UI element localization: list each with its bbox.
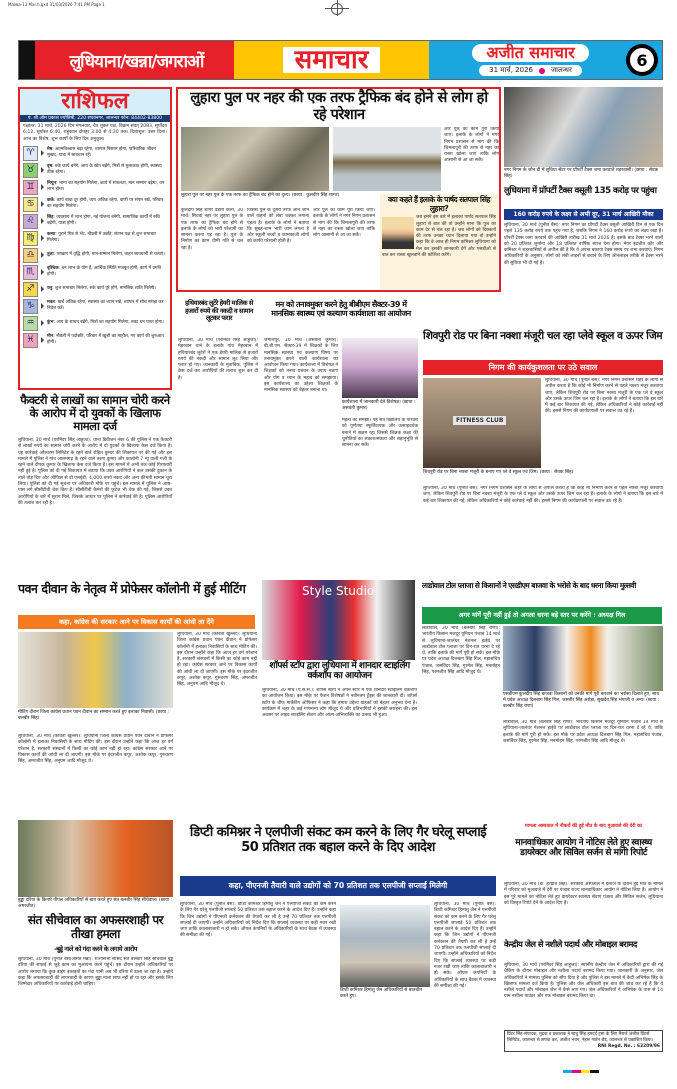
rashifal-intro: पक्षांतर: 31 मार्च, 2026 दिन मंगलवार, चैत्र शुक्ल पक्ष, विक्रम संवत् 2083, सूर्योदय 6:12, सूर्यास्त 6:40, राहुकाल दोपहर 3:00 से 4:30 तक। दिशाशूल: उत्तर दिशा। आज का विशेष: शुभ कार्यों के लिए दिन अनुकूल। — [23, 124, 167, 142]
photo-credit: (छाया : सेवक सिंह) — [504, 168, 659, 179]
brand-block — [429, 41, 662, 79]
sign-name: सिंह — [47, 215, 54, 221]
style-studio-sign: Style Studio — [302, 584, 375, 598]
councillor-photo — [382, 217, 414, 249]
shivpuri-subhead: निगम की कार्यकुशलता पर उठे सवाल — [423, 360, 663, 375]
zodiac-icon: ♈ — [23, 146, 38, 161]
masthead — [18, 40, 663, 80]
sign-text: धनु: शुभ समाचार मिलेगा, रुके कार्य पूरे होंगे, मानसिक शांति मिलेगी। — [47, 286, 156, 292]
toll-caption: एसडीएम कुलदीप सिंह बाजवा किसानों को उनकी मांगें पूरी करवाने का भरोसा दिलाते हुए, साथ में प्रदेश अध्यक्ष दिलबाग सिंह गिल, जसवीर सिंह अरोड़ा, सुखदेव सिंह भंगाली व अन्य। (छाया : बलबीर सिंह राणा) — [503, 692, 660, 709]
arrow-icon — [41, 235, 44, 241]
shivpuri-caption: शिवपुरी रोड पर बिना नक्शा मंजूरी के बनाए गए प्ले वे स्कूल एवं जिम। (छाया : सेवक सिंह) — [423, 470, 574, 475]
toll-body: लाडोवाल, 30 मार्च (बलबीर सिंह राणा): भारतीय किसान मजदूर यूनियन पंजाब 14 मार्च से लुधियाना-जालंधर नेशनल हाईवे पर लाडोवाल टोल प्लाजा पर दिन-रात धरना दे रहे थे, ताकि इलाके की मांगें पूरी हो सकें। इस मौके पर प्रदेश अध्यक्ष दिलबाग सिंह गिल, महासचिव पंजाब, जसविंदर सिंह, गुरमेल सिंह, मनमोहन सिंह, परमजीत सिंह आदि मौजूद थे। — [422, 626, 500, 676]
horoscope-sign-2 — [20, 179, 170, 196]
wellness-photo — [342, 338, 418, 398]
property-tax-photo — [504, 87, 663, 167]
sign-prediction: भाग्य का सहयोग मिलेगा, कार्य में सफलता, मान सम्मान बढ़ेगा, धन लाभ होगा। — [47, 181, 165, 193]
zodiac-icon: ♋ — [23, 197, 38, 212]
section-title: लुधियाना/खन्ना/जगराओं — [19, 41, 234, 79]
arrow-icon — [41, 167, 44, 173]
pawan-caption: मीटिंग दौरान जिला कांग्रेस प्रधान पवन दीवान का सम्मान करते हुए इलाका निवासी। (छाया : बलबीर सिंह) — [18, 710, 169, 721]
sign-prediction: आत्मविश्वास बढ़ा रहेगा, व्यापार विस्तार होगा, पारिवारिक जीवन सुखद, यात्रा में सावधान रहें। — [47, 147, 156, 159]
pawan-subhead: कहा, कांग्रेस की सरकार आने पर विकास कार्यों की आंधी ला देंगे — [18, 615, 255, 629]
horoscope-sign-4 — [20, 213, 170, 230]
shoppers-stop-photo — [262, 580, 415, 660]
horoscope-sign-10 — [20, 315, 170, 332]
zodiac-icon: ♑ — [23, 299, 38, 314]
toll-subhead: अगर मांगें पूरी नहीं हुई तो अगला धरना बड़े स्तर पर करेंगे : अध्यक्ष गिल — [422, 607, 662, 624]
councillor-box — [380, 194, 498, 289]
councillor-body: जब हमने इस बारे में इलाका पार्षद सतपाल सिंह लुहारा से बात की तो उन्होंने माना कि पुल का काम देर से चल रहा है। जब लोगों को दिक्कतों की तरफ उनका ध्यान दिलाया गया तो उन्होंने कहा कि वे आज ही निगम कमिश्नर लुधियाना को मेल कर इसकी जानकारी देंगे और एसडीओ से बात कर रास्ता खुलवाने की कोशिश करेंगे। — [382, 215, 496, 259]
sign-name: कुंभ — [47, 320, 54, 326]
registration-mark — [331, 3, 343, 15]
section-samachar: समाचार — [283, 47, 381, 73]
horoscope-sign-6 — [20, 247, 170, 264]
lpg-body-cont: लुधियाना, 30 मार्च (पुनीत बैंस): डिप्टी कमिश्नर हिमांशु जैन ने एलपीजी संकट को कम करने के लिए गैर घरेलू एलपीजी सप्लाई 50 प्रतिशत तक बहाल करने के आदेश दिए हैं। उन्होंने कहा कि जिन उद्योगों ने पीएनजी कनेक्शन की तैयारी कर ली है उन्हें 70 प्रतिशत तक एलपीजी सप्लाई दी जाएगी। उन्होंने अधिकारियों को निर्देश दिए कि सप्लाई व्यवस्था पर कड़ी नजर रखी जाए ताकि कालाबाजारी न हो सके। ऑयल कंपनियों के अधिकारियों के साथ बैठक में व्यवस्था की समीक्षा की गई। — [434, 902, 496, 989]
zodiac-icon: ♉ — [23, 163, 38, 178]
sign-prediction: खर्च अधिक रहेगा, स्वास्थ्य का ध्यान रखें, व्यापार में सोच समझ कर निवेश करें। — [47, 300, 164, 312]
seechewal-subhead: -बुड्ढे नाले को गंदा करने के लगाये आरोप — [54, 945, 137, 953]
sign-text: कर्क: कार्य बाधा दूर होगी, व्यय अधिक रहेगा, वाणी पर संयम रखें, परिवार का सहयोग मिलेगा। — [47, 198, 164, 210]
shivpuri-body: लुधियाना, 30 मार्च (पुनीत बैंस): नगर निगम प्रशासन शहर के लोगों से अपील करता है कि कोई भी निर्माण करने से पहले नक्शा मंजूर करवाया जाए, लेकिन शिवपुरी रोड पर बिना नक्शा मंजूरी के एक प्ले वे स्कूल और उसके ऊपर जिम चल रहा है। इलाके के लोगों ने बताया कि इस बारे में कई बार शिकायत की गई, लेकिन अधिकारियों ने कोई कार्रवाई नहीं की। इससे निगम की कार्यप्रणाली पर सवाल उठ रहे हैं। — [545, 378, 663, 415]
arrow-icon — [41, 184, 44, 190]
jail-headline: केन्द्रीय जेल से नशीले पदार्थ और मोबाइल बरामद — [504, 939, 637, 949]
pawan-headline: पवन दीवान के नेतृत्व में प्रोफेसर कॉलोनी में हुई मीटिंग — [18, 581, 246, 596]
sign-list — [20, 145, 170, 349]
property-headline: लुधियाना में प्रॉपर्टी टैक्स वसूली 135 करोड़ पर पहुंचा — [504, 186, 657, 196]
horoscope-sign-7 — [20, 264, 170, 281]
wellness-photo-caption: कार्यशाला में जानकारी देते विशेषज्ञ। (छाया : असवंती कुमार) — [342, 400, 416, 411]
pawan-body: लुधियाना, 30 मार्च (कविता खुल्लर): लुधियाना जिला कांग्रेस प्रधान पवन दीवान ने प्रोफेसर कॉलोनी में इलाका निवासियों के साथ मीटिंग की। इस दौरान उन्होंने कहा कि आज हर वर्ग परेशान है, सरकारी संस्थानों में किसी का कोई काम नहीं हो रहा। कांग्रेस सरकार आने पर विकास कार्यों की आंधी ला दी जाएगी। इस मौके पर इंदरजीत कपूर, अशोक कपूर, गुरुचरण सिंह, अमरजीत सिंह, अनुपम आदि मौजूद थे। — [177, 632, 257, 688]
sign-prediction: कार्य बाधा दूर होगी, व्यय अधिक रहेगा, वाणी पर संयम रखें, परिवार का सहयोग मिलेगा। — [47, 198, 164, 210]
toll-photo — [503, 626, 663, 691]
toll-headline: लाडोवाल टोल प्लाजा से किसानों ने एसडीएम बाजवा के भरोसे के बाद धरना किया मुल्तवी — [422, 581, 636, 590]
dot-icon — [539, 68, 545, 74]
astrologer-info: पं. श्री ओम प्रकाश ज्योतिषी, 220 राघवनगर, जालन्धर फोन: 84402-83800 — [20, 115, 170, 122]
zodiac-icon: ♐ — [23, 282, 38, 297]
sign-text: वृष: रुके कार्य बनेंगे, आय के स्रोत बढ़ेंगे, मित्रों से मुलाकात होगी, स्वास्थ्य ठीक रहेगा। — [47, 164, 162, 176]
rashifal-box — [18, 87, 172, 390]
luhara-headline: लुहारा पुल पर नहर की एक तरफ ट्रैफिक बंद होने से लोग हो रहे परेशान — [190, 90, 488, 123]
seechewal-body: लुधियाना, 30 मार्च (पुनीत बैंस/अमित मन्नो): राज्यसभा सांसद संत बलबीर सिंह सीचेवाल बुड्ढे दरिया की सफाई से जुड़े काम का मुआयना करने पहुंचे। इस दौरान उन्होंने अधिकारियों पर आरोप लगाया कि कुछ डाइंग इकाइयों का गंदा पानी अब भी दरिया में डाला जा रहा है। उन्होंने कहा कि अफसरशाही की लापरवाही के कारण बुड्ढा नाला साफ नहीं हो पा रहा और इसके लिए जिम्मेदार अधिकारियों पर कार्रवाई होनी चाहिए। — [18, 957, 173, 988]
horoscope-sign-1 — [20, 162, 170, 179]
wellness-body: जमालपुर, 30 मार्च (असवंती कुमार): बी.बी.एम. सैक्टर-39 में शिक्षकों के लिए मानसिक स्वास्थ्य एवं कल्याण विषय पर तनावमुक्त करने वाली कार्यशाला का आयोजन किया गया। कार्यशाला में विशेषज्ञ ने शिक्षकों को तनाव प्रबंधन के उपाय बताए और योग व ध्यान के महत्व को समझाया। इस कार्यशाला का उद्देश्य शिक्षकों के मानसिक स्वास्थ्य को बेहतर बनाना था। — [264, 338, 338, 394]
horoscope-sign-8 — [20, 281, 170, 298]
luhara-body-3: और पुल का काम पूरा किया जाए। इलाके के लोगों ने नगर निगम प्रशासन से मांग की कि शिमलापुरी की तरफ से नहर का रास्ता खोला जाए ताकि लोग आसानी से आ जा सकें। — [444, 127, 499, 164]
section-banner — [234, 41, 429, 79]
luhara-body-1: कुलदीप सिंह शागर ढंडारी कलां, 30 मार्च। सिधवां नहर पर लुहारा पुल के एक तरफ का ट्रैफिक बंद होने से इलाके के लोगों को भारी परेशानी का सामना करना पड़ रहा है। पुल के निर्माण का काम धीमी गति से चल रहा है। — [181, 208, 243, 251]
sign-prediction: नौकरी में पदोन्नति, परिवार में खुशी का माहौल, नए कार्य की शुरुआत होगी। — [47, 334, 164, 346]
wellness-body-2: महत्व को समझा। यह सत्र विद्यालय के परिवेश को पूर्णतया स्फूर्तिदायक और उत्साहवर्धक बनाने में सक्षम रहा जिससे शिक्षक कक्षा की चुनौतियों का सकारात्मकता और सहानुभूति से सामना कर सकें। — [342, 418, 418, 449]
pawan-photo — [18, 632, 173, 708]
sign-text: मकर: खर्च अधिक रहेगा, स्वास्थ्य का ध्यान रखें, व्यापार में सोच समझ कर निवेश करें। — [47, 300, 164, 312]
shivpuri-body-cont: लुधियाना, 30 मार्च (पुनीत बैंस): नगर निगम प्रशासन शहर के लोगों से अपील करता है कि कोई भी निर्माण करने से पहले नक्शा मंजूर करवाया जाए, लेकिन शिवपुरी रोड पर बिना नक्शा मंजूरी के एक प्ले वे स्कूल और उसके ऊपर जिम चल रहा है। इलाके के लोगों ने बताया कि इस बारे में कई बार शिकायत की गई, लेकिन अधिकारियों ने कोई कार्रवाई नहीं की। इससे निगम की कार्यप्रणाली पर सवाल उठ रहे हैं। — [423, 486, 663, 504]
factory-headline: फैक्टरी से लाखों का सामान चोरी करने के आरोप में दो युवकों के खिलाफ मामला दर्ज — [20, 393, 170, 434]
sign-prediction: पुराने मित्र से भेंट, नौकरी में उन्नति, संतान पक्ष से शुभ समाचार मिलेगा। — [47, 232, 156, 244]
fitness-club-sign: FITNESS CLUB — [453, 416, 506, 425]
robbery-headline: हथियारबंद लुटेरे हेयरी मालिक से हजारों रुपये की नकदी व सामान लूटकर फरार — [185, 299, 253, 323]
sign-name: कर्क — [47, 198, 54, 204]
sign-prediction: रुके कार्य बनेंगे, आय के स्रोत बढ़ेंगे, मित्रों से मुलाकात होगी, स्वास्थ्य ठीक रहेगा। — [47, 164, 162, 176]
councillor-headline: क्या कहते हैं इलाके के पार्षद सतपाल सिंह लुहारा? — [388, 195, 490, 213]
imprint-text: प्रिंटर सिंह-संपादक, मुद्रक व प्रकाशक ने साधु सिंह हमदर्द ट्रस्ट के लिए मैसर्ज अजीत प्रिंटर्स लिमिटेड, जालन्धर से छपवा कर, अजीत भवन, नेहरू गार्डन रोड, जालन्धर से प्रकाशित किया। — [507, 1032, 654, 1043]
sign-text: वृश्चिक: धन लाभ के योग हैं, आर्थिक स्थिति मजबूत होगी, कार्य में प्रगति होगी। — [47, 266, 162, 278]
issue-city: जालन्धर — [550, 66, 572, 74]
rights-kicker: मामला अस्पताल में नौकरों की हुई मौत के बाद मुआवजे की देरी का — [524, 824, 643, 829]
arrow-icon — [41, 286, 44, 292]
sign-text: तुला: पराक्रम में वृद्धि होगी, मान-सम्मान मिलेगा, वाहन सावधानी से चलाएं। — [47, 252, 165, 258]
luhara-photo-2 — [333, 127, 441, 191]
sign-name: वृश्चिक — [47, 266, 59, 272]
lpg-photo — [340, 905, 430, 987]
sign-text: कन्या: पुराने मित्र से भेंट, नौकरी में उन्नति, संतान पक्ष से शुभ समाचार मिलेगा। — [47, 232, 156, 244]
lpg-subhead: कहा, पीएनजी तैयारी वाले उद्योगों को 70 प्रतिशत तक एलपीजी सप्लाई मिलेगी — [180, 876, 496, 896]
sign-text: मिथुन: भाग्य का सहयोग मिलेगा, कार्य में सफलता, मान सम्मान बढ़ेगा, धन लाभ होगा। — [47, 181, 165, 193]
arrow-icon — [41, 269, 44, 275]
sign-text: कुंभ: आय के साधन बढ़ेंगे, मित्रों का सहयोग मिलेगा, रुका धन प्राप्त होगा। — [47, 320, 164, 326]
lpg-photo-caption: डिप्टी कमिश्नर हिमांशु जैन अधिकारियों से बातचीत करते हुए। — [340, 988, 423, 999]
zodiac-icon: ♊ — [23, 180, 38, 195]
sign-name: मीन — [47, 334, 54, 340]
zodiac-icon: ♒ — [23, 316, 38, 331]
rights-body: लुधियाना, 30 मार्च (डॉ. हरप्रीत सिंह): सरकारी अस्पताल में इलाज के दौरान हुई मौत के मामले में परिवार को मुआवजे में देरी पर पंजाब राज्य मानवाधिकार आयोग ने नोटिस लिया है। आयोग ने इस पूरे मामले का नोटिस लेते हुए डायरेक्टर स्वास्थ्य सेवाएं पंजाब और सिविल सर्जन, लुधियाना को विस्तृत रिपोर्ट देने के आदेश दिए हैं। — [504, 882, 663, 906]
imprint-box — [504, 1030, 663, 1052]
print-slug: Malwa-13 Mar.h.qxd 31/03/2026 7:41 PM Page 1 — [8, 2, 105, 7]
rights-headline: मानवाधिकार आयोग ने नोटिस लेते हुए स्वास्थ्य डायरेक्टर और सिविल सर्जन से मांगी रिपोर्ट — [515, 838, 652, 859]
luhara-photo-caption: लुहारा पुल पर नहर पुल के एक तरफ का ट्रैफिक बंद होने का दृश्य। (छाया : कुलदीप सिंह शागर) — [181, 193, 340, 198]
sign-text: मीन: नौकरी में पदोन्नति, परिवार में खुशी का माहौल, नए कार्य की शुरुआत होगी। — [47, 334, 164, 346]
sign-name: कन्या — [47, 232, 56, 238]
arrow-icon — [41, 201, 44, 207]
arrow-icon — [41, 303, 44, 309]
shivpuri-photo — [423, 378, 541, 468]
arrow-icon — [41, 150, 44, 156]
sign-text: मेष: आत्मविश्वास बढ़ा रहेगा, व्यापार विस्तार होगा, पारिवारिक जीवन सुखद, यात्रा में सावधान रहें। — [47, 147, 156, 159]
sign-name: तुला — [47, 252, 54, 258]
zodiac-icon: ♎ — [23, 248, 38, 263]
jail-body: लुधियाना, 30 मार्च (परमिंदर सिंह आहूजा): स्थानीय केन्द्रीय जेल में अधिकारियों द्वारा की गई चैकिंग के दौरान मोबाइल और नशीला पदार्थ बरामद किया गया। जानकारी के अनुसार, जेल अधिकारियों ने मामला पुलिस को सौंप दिया है और पुलिस ने इस मामले में कैदी अभिषेक सिंह के खिलाफ मामला दर्ज किया है। पुलिस और जेल अधिकारी इस बात की जांच कर रहे हैं कि ये नशीले पदार्थ और मोबाइल जेल में कैसे लाए गए। जेल अधिकारियों ने अभिषेक के पास से 14 ग्राम नशीला पाउडर और एक मोबाइल बरामद किया था। — [504, 963, 663, 1000]
sign-name: वृष — [47, 164, 52, 170]
caption-text: नगर निगम के जोन डी में सुविधा सेंटर पर प्रॉपर्टी टैक्स जमा करवाते शहरवासी। — [504, 168, 633, 173]
arrow-icon — [41, 337, 44, 343]
lpg-headline: डिप्टी कमिश्नर ने एलपीजी संकट कम करने के लिए गैर घरेलू सप्लाई 50 प्रतिशत तक बहाल करने के दिए आदेश — [189, 825, 487, 855]
sign-prediction: व्यवसाय में लाभ होगा, नई योजना बनेगी, सामाजिक कार्यों में रुचि बढ़ेगी, यात्रा होगी। — [47, 215, 160, 227]
seechewal-photo — [18, 820, 173, 897]
factory-body: लुधियाना, 30 मार्च (परमिंदर सिंह आहूजा): थाना डिवीजन नंबर 6 की पुलिस ने एक फैक्टरी से लाखों रुपये का सामान चोरी करने के आरोप में दो युवकों के खिलाफ केस दर्ज किया है। यह कार्रवाई ओंकारस लिमिटेड के रहने वाले रोहित कुमार की शिकायत पर की गई और इस मामले में पुलिस ने गांव आलमगढ़ के रहने वाले तरुण कुमार और कालोनी 7 न्यू वाली गली के रहने वाले दीपक कुमार के खिलाफ केस दर्ज किया है। इस मामले में अभी तक कोई गिरफ्तारी नहीं हुई है। पुलिस को दी गई शिकायत में बताया कि उक्त आरोपियों ने कल उसकी दुकान के ताले तोड़ दिए और ऑफिस से दो एलईडी, 4,000 रुपये नकद और अन्य कीमती सामान चुरा लिया। पुलिस को दी गई सूचना पर अधिकारी मौके पर पहुंचे। इस मामले में पुलिस ने आस-पास लगे सीसीटीवी चेक किए हैं। सीसीटीवी कैमरों की फुटेज भी चेक की गई, जिससे उक्त आरोपियों के बारे में सुराग मिले, जिसके आधार पर पुलिस ने कार्रवाई की है। पुलिस आरोपियों की तलाश कर रही है। — [18, 438, 172, 506]
sign-name: मकर — [47, 300, 55, 306]
horoscope-sign-0 — [20, 145, 170, 162]
zodiac-icon: ♍ — [23, 231, 38, 246]
luhara-body-2b: और पुल का काम पूरा किया जाए। इलाके के लोगों ने नगर निगम प्रशासन से मांग की कि शिमलापुरी की तरफ से नहर का रास्ता खोला जाए ताकि लोग आसानी से आ जा सकें। — [313, 208, 375, 239]
horoscope-sign-9 — [20, 298, 170, 315]
arrow-icon — [41, 252, 44, 258]
wellness-headline: मन को तनावमुक्त करने हेतु बीबीएम सैक्टर-39 में मानसिक स्वास्थ्य एवं कल्याण कार्यशाला का आयोजन — [271, 300, 411, 319]
luhara-body-2: जिससे पुल के दूसरी तरफ आने जाने वाले वाहनों को लंबा चक्कर लगाना पड़ता है। इलाके के लोगों ने बताया कि सुबह-शाम भारी जाम लगता है और स्कूली बच्चों व कामकाजी लोगों को काफी परेशानी होती है। — [247, 208, 309, 245]
rni-number: RNI Regd. No. : 63209/96 — [597, 1044, 660, 1049]
sign-name: मेष — [47, 147, 53, 153]
zodiac-icon: ♏ — [23, 265, 38, 280]
sign-name: मिथुन — [47, 181, 57, 187]
shoppers-headline: शॉपर्स स्टॉप द्वारा लुधियाना में शानदार स्टाइलिंग वर्कशॉप का आयोजन — [269, 661, 410, 682]
property-subhead: 160 करोड़ रुपये के लक्ष्य से अभी दूर, 31 मार्च आखिरी मौका — [504, 209, 663, 220]
seechewal-caption: बुड्ढा दरिया के किनारे पीपल अधिकारियों से बात करते हुए संत बलबीर सिंह सीचेवाल। (छाया : अमरजीत) — [18, 898, 172, 909]
toll-body-cont: लाडोवाल, 30 मार्च (बलबीर सिंह राणा): भारतीय किसान मजदूर यूनियन पंजाब 14 मार्च से लुधियाना-जालंधर नेशनल हाईवे पर लाडोवाल टोल प्लाजा पर दिन-रात धरना दे रहे थे, ताकि इलाके की मांगें पूरी हो सकें। इस मौके पर प्रदेश अध्यक्ष दिलबाग सिंह गिल, महासचिव पंजाब, जसविंदर सिंह, गुरमेल सिंह, मनमोहन सिंह, परमजीत सिंह आदि मौजूद थे। — [503, 720, 663, 744]
color-registration-bar — [563, 1070, 599, 1073]
arrow-icon — [41, 320, 44, 326]
property-body: लुधियाना, 30 मार्च (पुनीत बैंस): नगर निगम का प्रॉपर्टी टैक्स वसूली आखिरी दिन से एक दिन पहले 135 करोड़ रुपये तक पहुंच गया है, जबकि निगम ने 160 करोड़ रुपये का लक्ष्य रखा है। प्रॉपर्टी टैक्स जमा करवाने की आखिरी तारीख 31 मार्च 2026 है। इसके बाद टैक्स भरने वालों को 20 प्रतिशत जुर्माना और 18 प्रतिशत वार्षिक ब्याज देना होगा। मेयर इंद्रजीत कौर और कमिश्नर ने शहरवासियों से अपील की है कि वे अपना बकाया टैक्स समय पर जमा करवाएं। निगम अधिकारियों के अनुसार, लोगों को लंबी लाइनों से बचाने के लिए ऑनलाइन तरीके से टैक्स भरने की सुविधा भी दी गई है। — [504, 223, 663, 266]
shoppers-body: लुधियाना, 30 मार्च (प.स.स.): शॉपर्स स्टॉप ने अपने स्टोर में एक शानदार स्टाइलिंग वर्कशॉप का आयोजन किया। इस मौके पर फैशन विशेषज्ञों ने नवीनतम ट्रेंड्स की जानकारी दी। शॉपर्स स्टॉप के चीफ मार्केटिंग ऑफिसर ने कहा कि हमारा उद्देश्य ग्राहकों को बेहतर अनुभव देना है। कार्यक्रम में शहर के कई गणमान्य लोग मौजूद थे और प्रतिभागियों ने इसकी सराहना की। इस अवसर पर लाइव स्टाइलिंग सेशन और आत्म-अभिव्यक्ति का उत्सव भी हुआ। — [262, 688, 417, 719]
pawan-body-cont: लुधियाना, 30 मार्च (कविता खुल्लर): लुधियाना जिला कांग्रेस प्रधान पवन दीवान ने प्रोफेसर कॉलोनी में इलाका निवासियों के साथ मीटिंग की। इस दौरान उन्होंने कहा कि आज हर वर्ग परेशान है, सरकारी संस्थानों में किसी का कोई काम नहीं हो रहा। कांग्रेस सरकार आने पर विकास कार्यों की आंधी ला दी जाएगी। इस मौके पर इंदरजीत कपूर, अशोक कपूर, गुरुचरण सिंह, अमरजीत सिंह, अनुपम आदि मौजूद थे। — [18, 734, 173, 765]
lpg-body: लुधियाना, 30 मार्च (पुनीत बैंस): डिप्टी कमिश्नर हिमांशु जैन ने एलपीजी संकट को कम करने के लिए गैर घरेलू एलपीजी सप्लाई 50 प्रतिशत तक बहाल करने के आदेश दिए हैं। उन्होंने कहा कि जिन उद्योगों ने पीएनजी कनेक्शन की तैयारी कर ली है उन्हें 70 प्रतिशत तक एलपीजी सप्लाई दी जाएगी। उन्होंने अधिकारियों को निर्देश दिए कि सप्लाई व्यवस्था पर कड़ी नजर रखी जाए ताकि कालाबाजारी न हो सके। ऑयल कंपनियों के अधिकारियों के साथ बैठक में व्यवस्था की समीक्षा की गई। — [180, 902, 336, 939]
page-number: 6 — [630, 48, 654, 72]
brand-name: अजीत समाचार — [472, 44, 588, 62]
rashifal-title: राशिफल — [20, 89, 170, 115]
robbery-body: लुधियाना, 30 मार्च (परमिंदर सिंह आहूजा): मेहरबान थाने के इलाके गांव मेहरबान में हथियारबंद लुटेरों ने एक डेयरी मालिक से हजारों रुपये की नकदी और सामान लूट लिया और फरार हो गए। जानकारी के मुताबिक, पुलिस ने केस दर्ज कर आरोपियों की तलाश शुरू कर दी है। — [178, 338, 258, 381]
zodiac-icon: ♓ — [23, 333, 38, 348]
sign-prediction: आय के साधन बढ़ेंगे, मित्रों का सहयोग मिलेगा, रुका धन प्राप्त होगा। — [56, 320, 164, 326]
sign-name: धनु — [47, 286, 53, 292]
shivpuri-headline: शिवपुरी रोड पर बिना नक्शा मंजूरी चल रहा प्लेवे स्कूल व ऊपर जिम — [423, 330, 663, 342]
horoscope-sign-5 — [20, 230, 170, 247]
seechewal-headline: संत सीचेवाल का अफसरशाही पर तीखा हमला — [27, 913, 164, 941]
dateline — [479, 65, 582, 76]
issue-date: 31 मार्च, 2026 — [489, 66, 533, 74]
sign-prediction: धन लाभ के योग हैं, आर्थिक स्थिति मजबूत होगी, कार्य में प्रगति होगी। — [47, 266, 162, 278]
horoscope-sign-3 — [20, 196, 170, 213]
sign-text: सिंह: व्यवसाय में लाभ होगा, नई योजना बनेगी, सामाजिक कार्यों में रुचि बढ़ेगी, यात्रा होगी। — [47, 215, 160, 227]
horoscope-sign-11 — [20, 332, 170, 349]
luhara-photo-1 — [181, 127, 329, 191]
zodiac-icon: ♌ — [23, 214, 38, 229]
page-number-badge — [626, 44, 658, 76]
arrow-icon — [41, 218, 44, 224]
sign-prediction: पराक्रम में वृद्धि होगी, मान-सम्मान मिलेगा, वाहन सावधानी से चलाएं। — [56, 252, 165, 258]
property-photo-caption — [504, 168, 663, 180]
sign-prediction: शुभ समाचार मिलेगा, रुके कार्य पूरे होंगे, मानसिक शांति मिलेगी। — [55, 286, 156, 292]
